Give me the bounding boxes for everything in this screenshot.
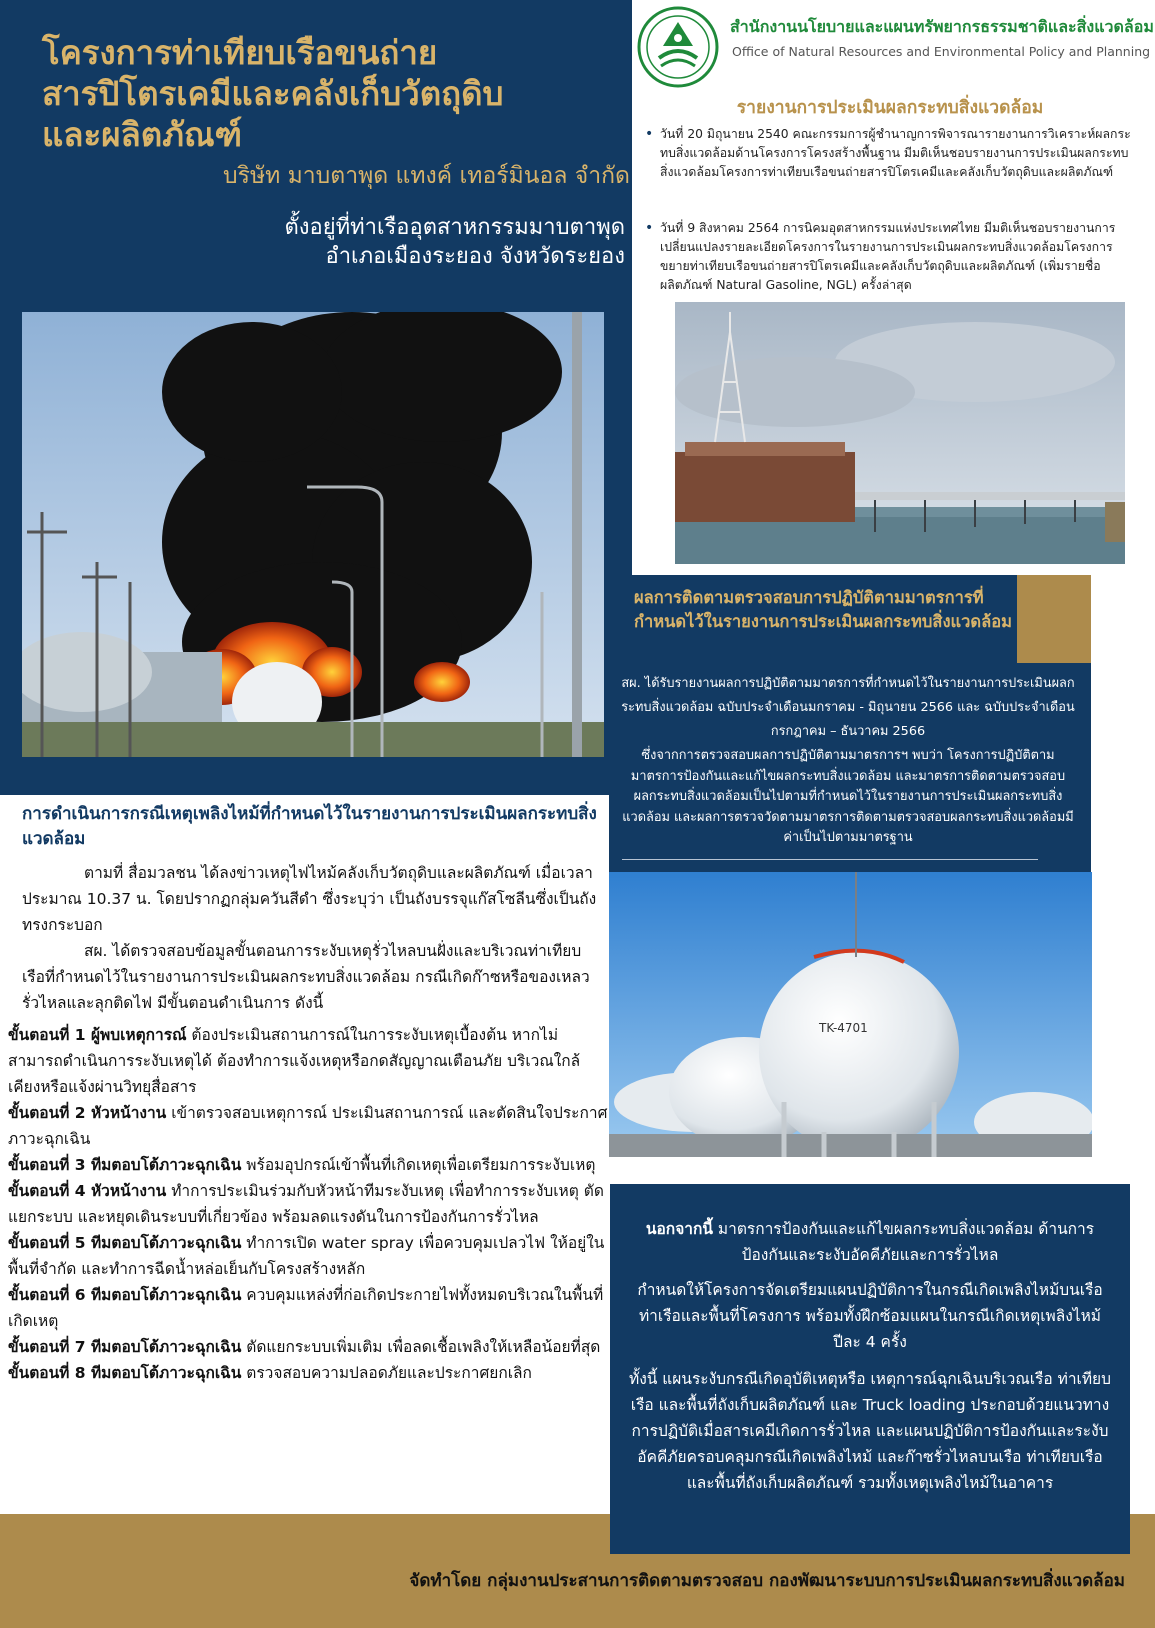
title-line-1: โครงการท่าเทียบเรือขนถ่าย [42, 33, 438, 72]
eia-bullet-1: • วันที่ 20 มิถุนายน 2540 คณะกรรมการผู้ชำนาญการพิจารณารายงานการวิเคราะห์ผลกระทบสิ่งแวดล้อมด้านโครงการโครงสร้างพื้นฐาน มีมติเห็นชอบรายงานการประเมินผลกระทบสิ่งแวดล้อมโครงการท่าเทียบเรือขนถ่ายสารปิโตรเคมีและคลังเก็บวัตถุดิบและผลิตภัณฑ์ [660, 125, 1140, 182]
procedure-step-8 [8, 1360, 608, 1386]
monitoring-paragraph-1: สผ. ได้รับรายงานผลการปฏิบัติตามมาตรการที่กำหนดไว้ในรายงานการประเมินผลกระทบสิ่งแวดล้อม ฉบับประจำเดือนมกราคม - มิถุนายน 2566 และ ฉบับประจำเดือนกรกฎาคม – ธันวาคม 2566 [621, 676, 1075, 739]
step-1-text: ต้องประเมินสถานการณ์ในการระงับเหตุเบื้องต้น หากไม่สามารถดำเนินการระงับเหตุได้ ต้องทำการแจ้งเหตุหรือกดสัญญาณเตือนภัย บริเวณใกล้เคียงหรือแจ้งผ่านวิทยุสื่อสาร [8, 1026, 581, 1096]
procedure-step-2 [8, 1100, 608, 1152]
eia-bullet-list-1 [640, 125, 1140, 182]
prevention-paragraph-2: กำหนดให้โครงการจัดเตรียมแผนปฏิบัติการในกรณีเกิดเพลิงไหม้บนเรือ ท่าเรือและพื้นที่โครงการ พร้อมทั้งฝึกซ้อมแผนในกรณีเกิดเหตุเพลิงไหม้ ปีละ 4 ครั้ง [637, 1281, 1103, 1351]
tank-label: TK-4701 [819, 1021, 868, 1035]
step-6-label: ขั้นตอนที่ 6 ทีมตอบโต้ภาวะฉุกเฉิน [8, 1286, 242, 1304]
fire-photo [22, 312, 604, 757]
office-name-thai: สำนักงานนโยบายและแผนทรัพยากรธรรมชาติและสิ่งแวดล้อม [730, 17, 1154, 36]
eia-report-heading: รายงานการประเมินผลกระทบสิ่งแวดล้อม [736, 98, 1044, 118]
monitoring-paragraph-2: ซึ่งจากการตรวจสอบผลการปฏิบัติตามมาตรการฯ พบว่า โครงการปฏิบัติตามมาตรการป้องกันและแก้ไขผลกระทบสิ่งแวดล้อม และมาตรการติดตามตรวจสอบผลกระทบสิ่งแวดล้อมเป็นไปตามที่กำหนดไว้ในรายงานการประเมินผลกระทบสิ่งแวดล้อม และผลการตรวจวัดตามมาตรการติดตามตรวจสอบผลกระทบสิ่งแวดล้อมมีค่าเป็นไปตามมาตรฐาน [622, 748, 1074, 845]
step-3-label: ขั้นตอนที่ 3 ทีมตอบโต้ภาวะฉุกเฉิน [8, 1156, 242, 1174]
pier-photo [675, 302, 1125, 564]
onep-logo [637, 6, 719, 88]
step-6-text: ควบคุมแหล่งที่ก่อเกิดประกายไฟทั้งหมดบริเวณในพื้นที่เกิดเหตุ [8, 1286, 604, 1330]
step-8-text: ตรวจสอบความปลอดภัยและประกาศยกเลิก [241, 1364, 532, 1382]
footer-credit [409, 1567, 1125, 1594]
location-line-2: อำเภอเมืองระยอง จังหวัดระยอง [325, 244, 625, 269]
eia-bullet-list-2 [640, 219, 1140, 295]
monitoring-heading: ผลการติดตามตรวจสอบการปฏิบัติตามมาตรการที่กำหนดไว้ในรายงานการประเมินผลกระทบสิ่งแวดล้อม [634, 588, 1013, 631]
footer-lead: จัดทำโดย [409, 1571, 482, 1591]
step-7-label: ขั้นตอนที่ 7 ทีมตอบโต้ภาวะฉุกเฉิน [8, 1338, 242, 1356]
fire-response-heading: การดำเนินการกรณีเหตุเพลิงไหม้ที่กำหนดไว้ในรายงานการประเมินผลกระทบสิ่งแวดล้อม [22, 804, 597, 849]
step-1-label: ขั้นตอนที่ 1 ผู้พบเหตุการณ์ [8, 1026, 187, 1044]
procedure-step-3 [8, 1152, 608, 1178]
step-5-label: ขั้นตอนที่ 5 ทีมตอบโต้ภาวะฉุกเฉิน [8, 1234, 242, 1252]
company-name: บริษัท มาบตาพุด แทงค์ เทอร์มินอล จำกัด [223, 163, 630, 189]
step-5-text: ทำการเปิด water spray เพื่อควบคุมเปลวไฟ ให้อยู่ในพื้นที่จำกัด และทำการฉีดน้ำหล่อเย็นกับโครงสร้างหลัก [8, 1234, 605, 1278]
prevention-paragraph-1 [625, 1216, 1115, 1268]
location-line-1: ตั้งอยู่ที่ท่าเรืออุตสาหกรรมมาบตาพุด [284, 215, 625, 240]
step-2-label: ขั้นตอนที่ 2 หัวหน้างาน [8, 1104, 167, 1122]
procedure-steps [8, 1022, 608, 1386]
step-2-text: เข้าตรวจสอบเหตุการณ์ ประเมินสถานการณ์ และตัดสินใจประกาศภาวะฉุกเฉิน [8, 1104, 608, 1148]
step-4-text: ทำการประเมินร่วมกับหัวหน้าทีมระงับเหตุ เพื่อทำการระงับเหตุ ตัดแยกระบบ และหยุดเดินระบบที่เกี่ยวข้อง พร้อมลดแรงดันในการป้องกันการรั่วไหล [8, 1182, 604, 1226]
prevention-lead: นอกจากนี้ [645, 1220, 713, 1238]
footer-text: กลุ่มงานประสานการติดตามตรวจสอบ กองพัฒนาระบบการประเมินผลกระทบสิ่งแวดล้อม [481, 1571, 1125, 1591]
gold-accent-block [1017, 575, 1091, 663]
eia-bullet-2: • วันที่ 9 สิงหาคม 2564 การนิคมอุตสาหกรรมแห่งประเทศไทย มีมติเห็นชอบรายงานการเปลี่ยนแปลงรายละเอียดโครงการในรายงานการประเมินผลกระทบสิ่งแวดล้อมโครงการขยายท่าเทียบเรือขนถ่ายสารปิโตรเคมีและคลังเก็บวัตถุดิบและผลิตภัณฑ์ (เพิ่มรายชื่อผลิตภัณฑ์ Natural Gasoline, NGL) ครั้งล่าสุด [660, 219, 1140, 295]
title-line-3: และผลิตภัณฑ์ [42, 115, 242, 154]
fire-response-paragraph-1: ตามที่ สื่อมวลชน ได้ลงข่าวเหตุไฟไหม้คลังเก็บวัตถุดิบและผลิตภัณฑ์ เมื่อเวลาประมาณ 10.37 น. โดยปรากฏกลุ่มควันสีดำ ซึ่งระบุว่า เป็นถังบรรจุแก๊สโซลีนซึ่งเป็นถังทรงกระบอก [22, 864, 597, 934]
page-title [42, 32, 602, 155]
procedure-step-5 [8, 1230, 608, 1282]
prevention-paragraph-3: ทั้งนี้ แผนระงับกรณีเกิดอุบัติเหตุหรือ เหตุการณ์ฉุกเฉินบริเวณเรือ ท่าเทียบเรือ และพื้นที่ถังเก็บผลิตภัณฑ์ และ Truck loading ประกอบด้วยแนวทางการปฏิบัติเมื่อสารเคมีเกิดการรั่วไหล และแผนปฏิบัติการป้องกันและระงับอัคคีภัยครอบคลุมกรณีเกิดเพลิงไหม้ และก๊าซรั่วไหลบนเรือ ท่าเทียบเรือ และพื้นที่ถังเก็บผลิตภัณฑ์ รวมทั้งเหตุเพลิงไหม้ในอาคาร [629, 1370, 1111, 1492]
office-name-english: Office of Natural Resources and Environmental Policy and Planning [732, 44, 1151, 59]
procedure-step-7 [8, 1334, 608, 1360]
step-8-label: ขั้นตอนที่ 8 ทีมตอบโต้ภาวะฉุกเฉิน [8, 1364, 242, 1382]
tank-photo [604, 872, 1092, 1157]
procedure-step-4 [8, 1178, 608, 1230]
procedure-step-6 [8, 1282, 608, 1334]
procedure-step-1 [8, 1022, 608, 1100]
step-4-label: ขั้นตอนที่ 4 หัวหน้างาน [8, 1182, 167, 1200]
divider [622, 859, 1038, 860]
step-3-text: พร้อมอุปกรณ์เข้าพื้นที่เกิดเหตุเพื่อเตรียมการระงับเหตุ [241, 1156, 596, 1174]
step-7-text: ตัดแยกระบบเพิ่มเติม เพื่อลดเชื้อเพลิงให้เหลือน้อยที่สุด [241, 1338, 601, 1356]
title-line-2: สารปิโตรเคมีและคลังเก็บวัตถุดิบ [42, 74, 504, 113]
fire-response-paragraph-2: สผ. ได้ตรวจสอบข้อมูลขั้นตอนการระงับเหตุรั่วไหลบนฝั่งและบริเวณท่าเทียบเรือที่กำหนดไว้ในรายงานการประเมินผลกระทบสิ่งแวดล้อม กรณีเกิดก๊าซหรือของเหลวรั่วไหลและลุกติดไฟ มีขั้นตอนดำเนินการ ดังนี้ [22, 942, 590, 1012]
prevention-para1-rest: มาตรการป้องกันและแก้ไขผลกระทบสิ่งแวดล้อม ด้านการป้องกันและระงับอัคคีภัยและการรั่วไหล [712, 1220, 1095, 1264]
